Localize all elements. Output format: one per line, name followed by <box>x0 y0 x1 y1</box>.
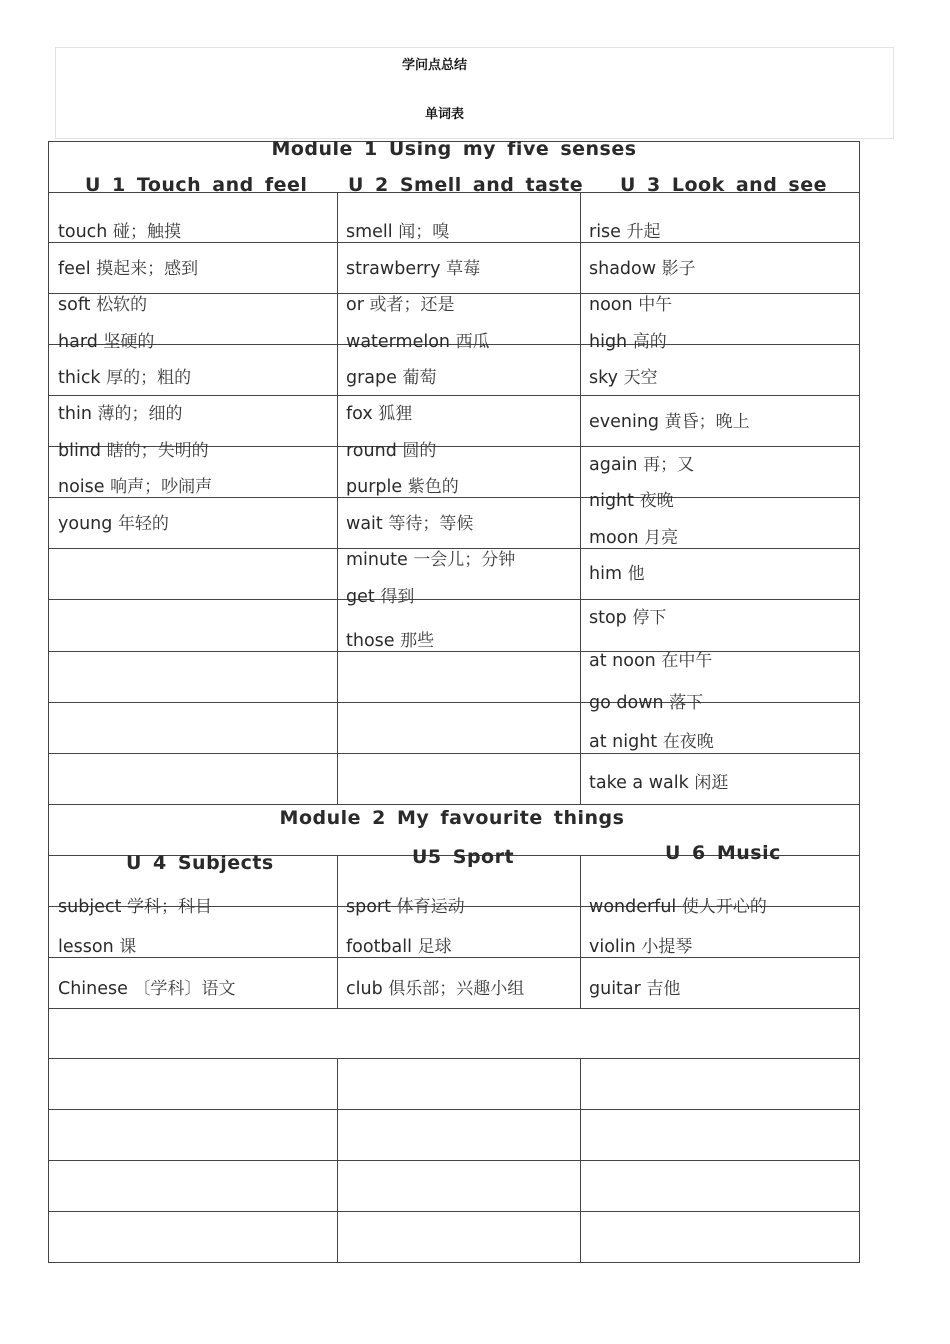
vocabulary-entry <box>589 974 680 999</box>
unit-3-heading: U 3 Look and see <box>620 174 827 196</box>
vocabulary-entry <box>589 559 645 584</box>
vocabulary-entry <box>589 892 767 917</box>
unit-4-heading: U 4 Subjects <box>126 852 274 874</box>
vocabulary-entry <box>346 217 449 242</box>
english-word: guitar <box>589 979 641 999</box>
unit-1-heading: U 1 Touch and feel <box>85 174 308 196</box>
vocabulary-entry <box>58 363 191 388</box>
chinese-meaning: 厚的；粗的 <box>106 368 192 388</box>
vocabulary-entry <box>589 450 694 475</box>
chinese-meaning: 等待；等候 <box>388 514 474 534</box>
chinese-meaning: 狐狸 <box>378 404 413 424</box>
vocabulary-entry <box>589 727 714 752</box>
english-word: again <box>589 455 638 475</box>
english-word: take a walk <box>589 773 689 793</box>
chinese-meaning: 得到 <box>380 587 415 607</box>
table-column-rule <box>580 192 581 804</box>
chinese-meaning: 他 <box>627 564 645 584</box>
vocabulary-entry <box>346 932 452 957</box>
chinese-meaning: 吉他 <box>646 979 681 999</box>
english-word: subject <box>58 897 122 917</box>
vocabulary-entry <box>346 399 412 424</box>
table-column-rule <box>337 855 338 1008</box>
english-word: wait <box>346 514 383 534</box>
english-word: grape <box>346 368 397 388</box>
english-word: fox <box>346 404 373 424</box>
table-column-rule <box>580 855 581 1008</box>
vocabulary-entry <box>589 486 674 511</box>
vocabulary-entry <box>346 509 473 534</box>
vocabulary-entry <box>58 327 154 352</box>
chinese-meaning: 年轻的 <box>117 514 169 534</box>
chinese-meaning: 高的 <box>632 332 667 352</box>
document-title: 学问点总结 <box>401 58 467 73</box>
english-word: at night <box>589 732 658 752</box>
vocabulary-entry <box>589 932 692 957</box>
table-row-rule <box>48 702 859 703</box>
english-word: smell <box>346 222 393 242</box>
english-word: at noon <box>589 651 656 671</box>
vocabulary-entry <box>589 646 712 671</box>
table-row-rule <box>48 1160 859 1161</box>
english-word: feel <box>58 259 91 279</box>
vocabulary-entry <box>346 472 459 497</box>
vocabulary-entry <box>589 768 728 793</box>
english-word: thin <box>58 404 92 424</box>
english-word: wonderful <box>589 897 677 917</box>
vocabulary-entry <box>589 523 678 548</box>
english-word: young <box>58 514 113 534</box>
vocabulary-entry <box>346 582 414 607</box>
table-row-rule <box>48 651 859 652</box>
chinese-meaning: 紫色的 <box>407 477 459 497</box>
chinese-meaning: 草莓 <box>446 259 481 279</box>
table-row-rule <box>48 395 859 396</box>
unit-2-heading: U 2 Smell and taste <box>348 174 584 196</box>
table-row-rule <box>48 1211 859 1212</box>
chinese-meaning: 夜晚 <box>639 491 674 511</box>
english-word: rise <box>589 222 621 242</box>
vocabulary-entry <box>346 436 436 461</box>
vocabulary-entry <box>58 254 198 279</box>
chinese-meaning: 天空 <box>623 368 658 388</box>
table-row-rule <box>48 1109 859 1110</box>
module-1-title: Module 1 Using my five senses <box>271 138 637 160</box>
chinese-meaning: 闲逛 <box>694 773 729 793</box>
vocabulary-entry <box>346 892 465 917</box>
english-word: strawberry <box>346 259 441 279</box>
chinese-meaning: 响声；吵闹声 <box>110 477 213 497</box>
chinese-meaning: 松软的 <box>96 295 148 315</box>
english-word: get <box>346 587 375 607</box>
english-word: noise <box>58 477 105 497</box>
vocabulary-entry <box>346 626 434 651</box>
chinese-meaning: 中午 <box>638 295 673 315</box>
english-word: thick <box>58 368 101 388</box>
chinese-meaning: 使人开心的 <box>681 897 767 917</box>
table-row-rule <box>48 804 859 805</box>
table-row-rule <box>48 1058 859 1059</box>
vocabulary-entry <box>58 892 212 917</box>
english-word: watermelon <box>346 332 451 352</box>
english-word: soft <box>58 295 91 315</box>
document-subtitle: 单词表 <box>424 107 464 122</box>
chinese-meaning: 影子 <box>661 259 696 279</box>
table-column-rule <box>580 1058 581 1263</box>
vocabulary-entry <box>58 509 169 534</box>
unit-5-heading: U5 Sport <box>412 846 515 868</box>
vocabulary-entry <box>58 290 147 315</box>
table-column-rule <box>337 192 338 804</box>
english-word: purple <box>346 477 403 497</box>
chinese-meaning: 摸起来；感到 <box>96 259 199 279</box>
english-word: minute <box>346 550 408 570</box>
chinese-meaning: 学科；科目 <box>127 897 213 917</box>
table-column-rule <box>859 141 860 1263</box>
module-2-title: Module 2 My favourite things <box>279 807 625 829</box>
english-word: shadow <box>589 259 657 279</box>
chinese-meaning: 或者；还是 <box>369 295 455 315</box>
chinese-meaning: 〔学科〕语文 <box>133 979 236 999</box>
english-word: evening <box>589 412 660 432</box>
english-word: football <box>346 937 412 957</box>
english-word: touch <box>58 222 108 242</box>
chinese-meaning: 圆的 <box>402 441 437 461</box>
english-word: high <box>589 332 628 352</box>
vocabulary-entry <box>589 254 696 279</box>
chinese-meaning: 坚硬的 <box>103 332 155 352</box>
vocabulary-entry <box>58 974 236 999</box>
english-word: those <box>346 631 395 651</box>
chinese-meaning: 月亮 <box>644 528 679 548</box>
table-row-rule <box>48 1262 859 1263</box>
chinese-meaning: 碰；触摸 <box>112 222 181 242</box>
vocabulary-entry <box>589 407 750 432</box>
table-row-rule <box>48 599 859 600</box>
chinese-meaning: 葡萄 <box>402 368 437 388</box>
vocabulary-entry <box>346 327 490 352</box>
english-word: round <box>346 441 397 461</box>
table-row-rule <box>48 242 859 243</box>
chinese-meaning: 在中午 <box>661 651 713 671</box>
english-word: go down <box>589 693 664 713</box>
chinese-meaning: 那些 <box>400 631 435 651</box>
table-row-rule <box>48 957 859 958</box>
chinese-meaning: 西瓜 <box>455 332 490 352</box>
table-row-rule <box>48 753 859 754</box>
chinese-meaning: 俱乐部；兴趣小组 <box>388 979 525 999</box>
english-word: stop <box>589 608 627 628</box>
english-word: or <box>346 295 364 315</box>
english-word: Chinese <box>58 979 128 999</box>
vocabulary-entry <box>589 688 703 713</box>
chinese-meaning: 足球 <box>417 937 452 957</box>
english-word: hard <box>58 332 98 352</box>
english-word: noon <box>589 295 633 315</box>
chinese-meaning: 在夜晚 <box>662 732 714 752</box>
english-word: sky <box>589 368 618 388</box>
chinese-meaning: 落下 <box>669 693 704 713</box>
vocabulary-entry <box>589 217 661 242</box>
chinese-meaning: 闻；嗅 <box>398 222 450 242</box>
english-word: night <box>589 491 635 511</box>
english-word: moon <box>589 528 639 548</box>
vocabulary-entry <box>58 436 209 461</box>
english-word: violin <box>589 937 636 957</box>
english-word: lesson <box>58 937 114 957</box>
english-word: him <box>589 564 623 584</box>
vocabulary-entry <box>346 545 515 570</box>
vocabulary-entry <box>346 290 454 315</box>
vocabulary-entry <box>589 363 658 388</box>
chinese-meaning: 黄昏；晚上 <box>664 412 750 432</box>
english-word: club <box>346 979 383 999</box>
vocabulary-entry <box>589 290 672 315</box>
vocabulary-entry <box>58 472 212 497</box>
chinese-meaning: 体育运动 <box>396 897 465 917</box>
unit-6-heading: U 6 Music <box>665 842 781 864</box>
chinese-meaning: 停下 <box>632 608 667 628</box>
table-column-rule <box>48 141 49 1263</box>
table-column-rule <box>337 1058 338 1263</box>
vocabulary-entry <box>346 254 480 279</box>
vocabulary-entry <box>589 327 667 352</box>
vocabulary-entry <box>346 363 436 388</box>
english-word: blind <box>58 441 102 461</box>
chinese-meaning: 瞎的；失明的 <box>106 441 209 461</box>
table-row-rule <box>48 1008 859 1009</box>
vocabulary-entry <box>346 974 524 999</box>
vocabulary-entry <box>58 217 181 242</box>
vocabulary-entry <box>58 932 136 957</box>
vocabulary-entry <box>58 399 182 424</box>
chinese-meaning: 升起 <box>626 222 661 242</box>
english-word: sport <box>346 897 391 917</box>
chinese-meaning: 再；又 <box>643 455 695 475</box>
chinese-meaning: 一会儿；分钟 <box>413 550 516 570</box>
chinese-meaning: 小提琴 <box>641 937 693 957</box>
vocabulary-entry <box>589 603 666 628</box>
chinese-meaning: 薄的；细的 <box>97 404 183 424</box>
chinese-meaning: 课 <box>119 937 137 957</box>
table-row-rule <box>48 497 859 498</box>
